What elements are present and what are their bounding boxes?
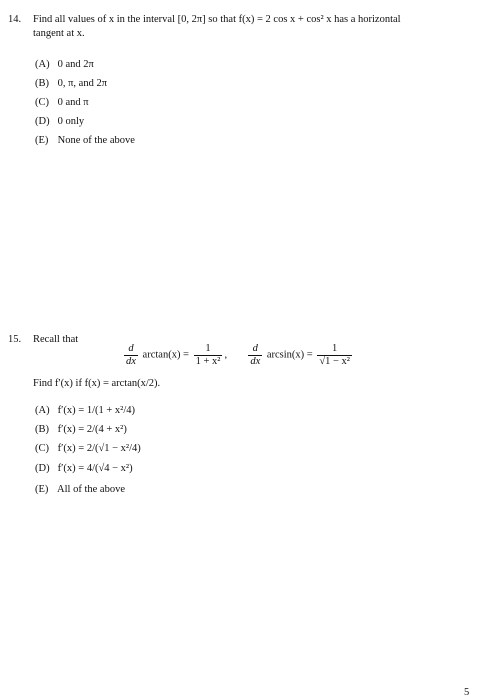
q15-option-b-text: f′(x) = 2/(4 + x²)	[57, 424, 127, 435]
q14-option-d	[35, 115, 84, 128]
q15-right-derivative-operator	[248, 343, 262, 367]
q15-option-c-text: f′(x) = 2/(√1 − x²/4)	[57, 443, 141, 454]
q15-comma: ,	[224, 349, 228, 361]
q15-option-c-label: (C)	[35, 443, 49, 454]
q14-option-a-text: 0 and 2π	[57, 59, 94, 70]
q15-intro: Recall that	[33, 334, 79, 345]
q15-right-fn: arcsin(x) =	[266, 349, 313, 361]
q14-option-e-label: (E)	[35, 135, 49, 146]
q14-number: 14.	[8, 14, 22, 25]
q15-option-e-label: (E)	[35, 484, 49, 495]
q15-option-d-text: f′(x) = 4/(√4 − x²)	[57, 463, 133, 474]
q15-option-d-label: (D)	[35, 463, 50, 474]
q14-option-a-label: (A)	[35, 59, 50, 70]
q15-right-d: d	[248, 343, 262, 356]
q15-left-den: 1 + x²	[195, 355, 221, 367]
q14-option-d-text: 0 only	[57, 116, 85, 127]
page-number: 5	[464, 687, 470, 698]
q15-right-fraction	[317, 343, 352, 367]
q14-option-b-text: 0, π, and 2π	[57, 78, 108, 89]
q15-option-e-text: All of the above	[57, 484, 125, 495]
q15-option-d	[35, 462, 133, 475]
q15-number: 15.	[8, 334, 22, 345]
q15-left-fraction	[194, 343, 223, 367]
q14-option-e-text: None of the above	[57, 135, 135, 146]
q15-option-c	[35, 442, 141, 455]
q14-option-b	[35, 77, 107, 90]
q15-right-dx: dx	[250, 355, 261, 367]
q15-option-a-text: f′(x) = 1/(1 + x²/4)	[57, 405, 135, 416]
q15-left-num: 1	[194, 343, 223, 356]
q15-option-b-label: (B)	[35, 424, 49, 435]
q14-option-d-label: (D)	[35, 116, 50, 127]
q15-left-d: d	[124, 343, 138, 356]
q15-option-a-label: (A)	[35, 405, 50, 416]
q14-option-e	[35, 134, 135, 147]
q15-right-num: 1	[317, 343, 352, 356]
q15-left-fn: arctan(x) =	[142, 349, 189, 361]
q15-option-a	[35, 404, 135, 417]
q15-left-dx: dx	[126, 355, 136, 367]
q15-left-derivative-operator	[124, 343, 138, 367]
q14-option-a	[35, 58, 94, 71]
q14-text-line2: tangent at x.	[33, 28, 85, 39]
q14-text-line1: Find all values of x in the interval [0, 2π] so that f(x) = 2 cos x + cos² x has a horizontal	[33, 14, 401, 25]
q14-option-c-label: (C)	[35, 97, 49, 108]
q14-option-c	[35, 96, 89, 109]
q15-option-e	[35, 483, 125, 496]
q15-option-b	[35, 423, 127, 436]
q15-prompt: Find f′(x) if f(x) = arctan(x/2).	[33, 378, 161, 389]
q14-option-b-label: (B)	[35, 78, 49, 89]
q15-recall-formulas	[122, 343, 354, 367]
q15-right-den: √1 − x²	[319, 355, 350, 367]
q14-option-c-text: 0 and π	[57, 97, 89, 108]
